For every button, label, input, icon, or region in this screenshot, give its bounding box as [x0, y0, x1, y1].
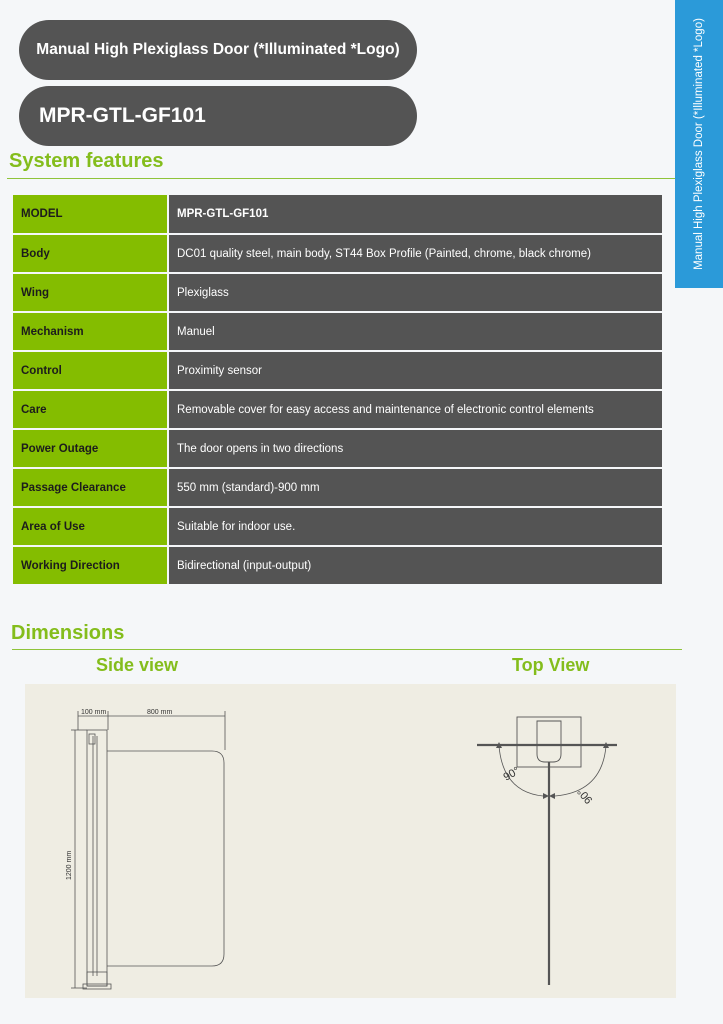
side-tab-label: Manual High Plexiglass Door (*Illuminated *Logo) [693, 18, 705, 270]
spec-value: MPR-GTL-GF101 [168, 195, 662, 234]
product-title: Manual High Plexiglass Door (*Illuminated *Logo) [36, 41, 400, 58]
dimension-drawings [25, 684, 676, 998]
side-height-label: 1200 mm [66, 850, 73, 880]
top-view-title: Top View [512, 655, 590, 675]
features-divider [7, 178, 675, 179]
side-width-small-label: 100 mm [81, 709, 107, 716]
table-row [13, 429, 662, 468]
top-angle-right-label: 90° [575, 785, 596, 806]
spec-label: Working Direction [13, 546, 168, 585]
dimensions-title: Dimensions [11, 622, 125, 644]
table-row [13, 507, 662, 546]
model-code-pill [19, 86, 417, 146]
spec-value: Removable cover for easy access and maintenance of electronic control elements [168, 390, 662, 429]
spec-label: Mechanism [13, 312, 168, 351]
spec-value: Manuel [168, 312, 662, 351]
spec-label: Body [13, 234, 168, 273]
spec-label: Area of Use [13, 507, 168, 546]
table-row [13, 273, 662, 312]
spec-label: Care [13, 390, 168, 429]
system-features-title: System features [9, 150, 164, 172]
side-width-large-label: 800 mm [147, 709, 173, 716]
spec-value: DC01 quality steel, main body, ST44 Box Profile (Painted, chrome, black chrome) [168, 234, 662, 273]
side-view-title: Side view [96, 655, 179, 675]
top-angle-left-label: 90° [501, 764, 522, 784]
spec-value: Bidirectional (input-output) [168, 546, 662, 585]
spec-label: Wing [13, 273, 168, 312]
top-view-drawing [477, 717, 617, 985]
technical-drawing-svg [25, 684, 676, 998]
model-code: MPR-GTL-GF101 [39, 104, 206, 127]
product-title-pill [19, 20, 417, 80]
table-row [13, 468, 662, 507]
spec-value: Suitable for indoor use. [168, 507, 662, 546]
spec-label: MODEL [13, 195, 168, 234]
spec-value: Plexiglass [168, 273, 662, 312]
spec-label: Control [13, 351, 168, 390]
table-row [13, 546, 662, 585]
side-tab [675, 0, 723, 288]
dimensions-divider [12, 649, 682, 650]
table-row [13, 390, 662, 429]
table-row [13, 312, 662, 351]
table-row [13, 351, 662, 390]
spec-table [13, 195, 662, 586]
table-row [13, 195, 662, 234]
spec-label: Power Outage [13, 429, 168, 468]
spec-value: The door opens in two directions [168, 429, 662, 468]
spec-label: Passage Clearance [13, 468, 168, 507]
table-row [13, 234, 662, 273]
spec-value: Proximity sensor [168, 351, 662, 390]
side-view-drawing [71, 711, 225, 989]
spec-value: 550 mm (standard)-900 mm [168, 468, 662, 507]
